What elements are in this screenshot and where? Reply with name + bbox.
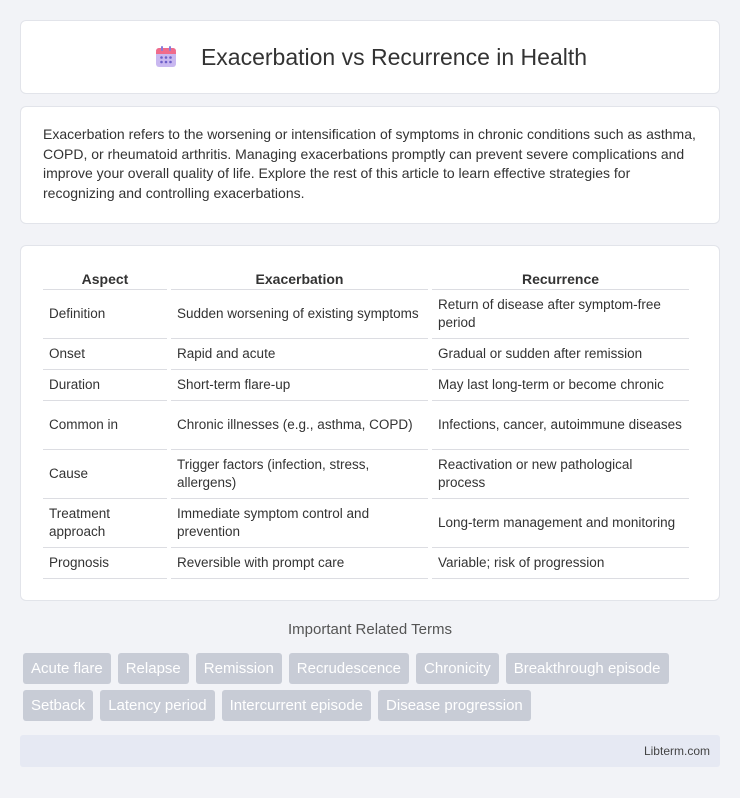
related-term-tag[interactable]: Disease progression	[378, 690, 531, 721]
calendar-grid-icon	[153, 44, 179, 70]
header-exacerbation: Exacerbation	[171, 264, 428, 290]
table-row	[43, 370, 689, 401]
table-cell: Definition	[43, 290, 167, 339]
table-cell: Reversible with prompt care	[171, 548, 428, 579]
related-terms-list	[23, 653, 723, 727]
table-cell: Common in	[43, 401, 167, 450]
table-row	[43, 548, 689, 579]
table-cell: Gradual or sudden after remission	[432, 339, 689, 370]
table-header-row	[43, 264, 689, 290]
header-aspect: Aspect	[43, 264, 167, 290]
intro-card	[20, 106, 720, 224]
related-term-tag[interactable]: Setback	[23, 690, 93, 721]
related-term-tag[interactable]: Latency period	[100, 690, 214, 721]
related-term-tag[interactable]: Acute flare	[23, 653, 111, 684]
related-term-tag[interactable]: Chronicity	[416, 653, 499, 684]
table-row	[43, 499, 689, 548]
table-cell: Chronic illnesses (e.g., asthma, COPD)	[171, 401, 428, 450]
table-cell: Immediate symptom control and prevention	[171, 499, 428, 548]
intro-text: Exacerbation refers to the worsening or intensification of symptoms in chronic conditions such as asthma, COPD, or rheumatoid arthritis. Managing exacerbations promptly can prevent severe complications and improve your overall quality of life. Explore the rest of this article to learn effective strategies for recognizing and controlling exacerbations.	[43, 126, 696, 201]
table-cell: Trigger factors (infection, stress, allergens)	[171, 450, 428, 499]
table-row	[43, 339, 689, 370]
table-cell: Duration	[43, 370, 167, 401]
table-cell: Prognosis	[43, 548, 167, 579]
table-cell: Variable; risk of progression	[432, 548, 689, 579]
comparison-table	[39, 264, 693, 579]
related-term-tag[interactable]: Remission	[196, 653, 282, 684]
table-cell: Onset	[43, 339, 167, 370]
table-cell: Sudden worsening of existing symptoms	[171, 290, 428, 339]
table-row	[43, 290, 689, 339]
table-cell: Short-term flare-up	[171, 370, 428, 401]
comparison-table-card	[20, 245, 720, 601]
table-cell: Cause	[43, 450, 167, 499]
table-cell: Return of disease after symptom-free period	[432, 290, 689, 339]
table-cell: Rapid and acute	[171, 339, 428, 370]
footer-site-link[interactable]: Libterm.com	[643, 744, 710, 758]
table-row	[43, 450, 689, 499]
table-cell: Long-term management and monitoring	[432, 499, 689, 548]
table-cell: Treatment approach	[43, 499, 167, 548]
related-term-tag[interactable]: Relapse	[118, 653, 189, 684]
header-recurrence: Recurrence	[432, 264, 689, 290]
related-terms-title: Important Related Terms	[288, 621, 452, 638]
table-row	[43, 401, 689, 450]
header-card	[20, 20, 720, 94]
table-cell: May last long-term or become chronic	[432, 370, 689, 401]
related-term-tag[interactable]: Recrudescence	[289, 653, 409, 684]
table-cell: Reactivation or new pathological process	[432, 450, 689, 499]
related-term-tag[interactable]: Intercurrent episode	[222, 690, 371, 721]
table-cell: Infections, cancer, autoimmune diseases	[432, 401, 689, 450]
related-term-tag[interactable]: Breakthrough episode	[506, 653, 669, 684]
page-title: Exacerbation vs Recurrence in Health	[200, 43, 588, 70]
footer	[20, 735, 720, 767]
